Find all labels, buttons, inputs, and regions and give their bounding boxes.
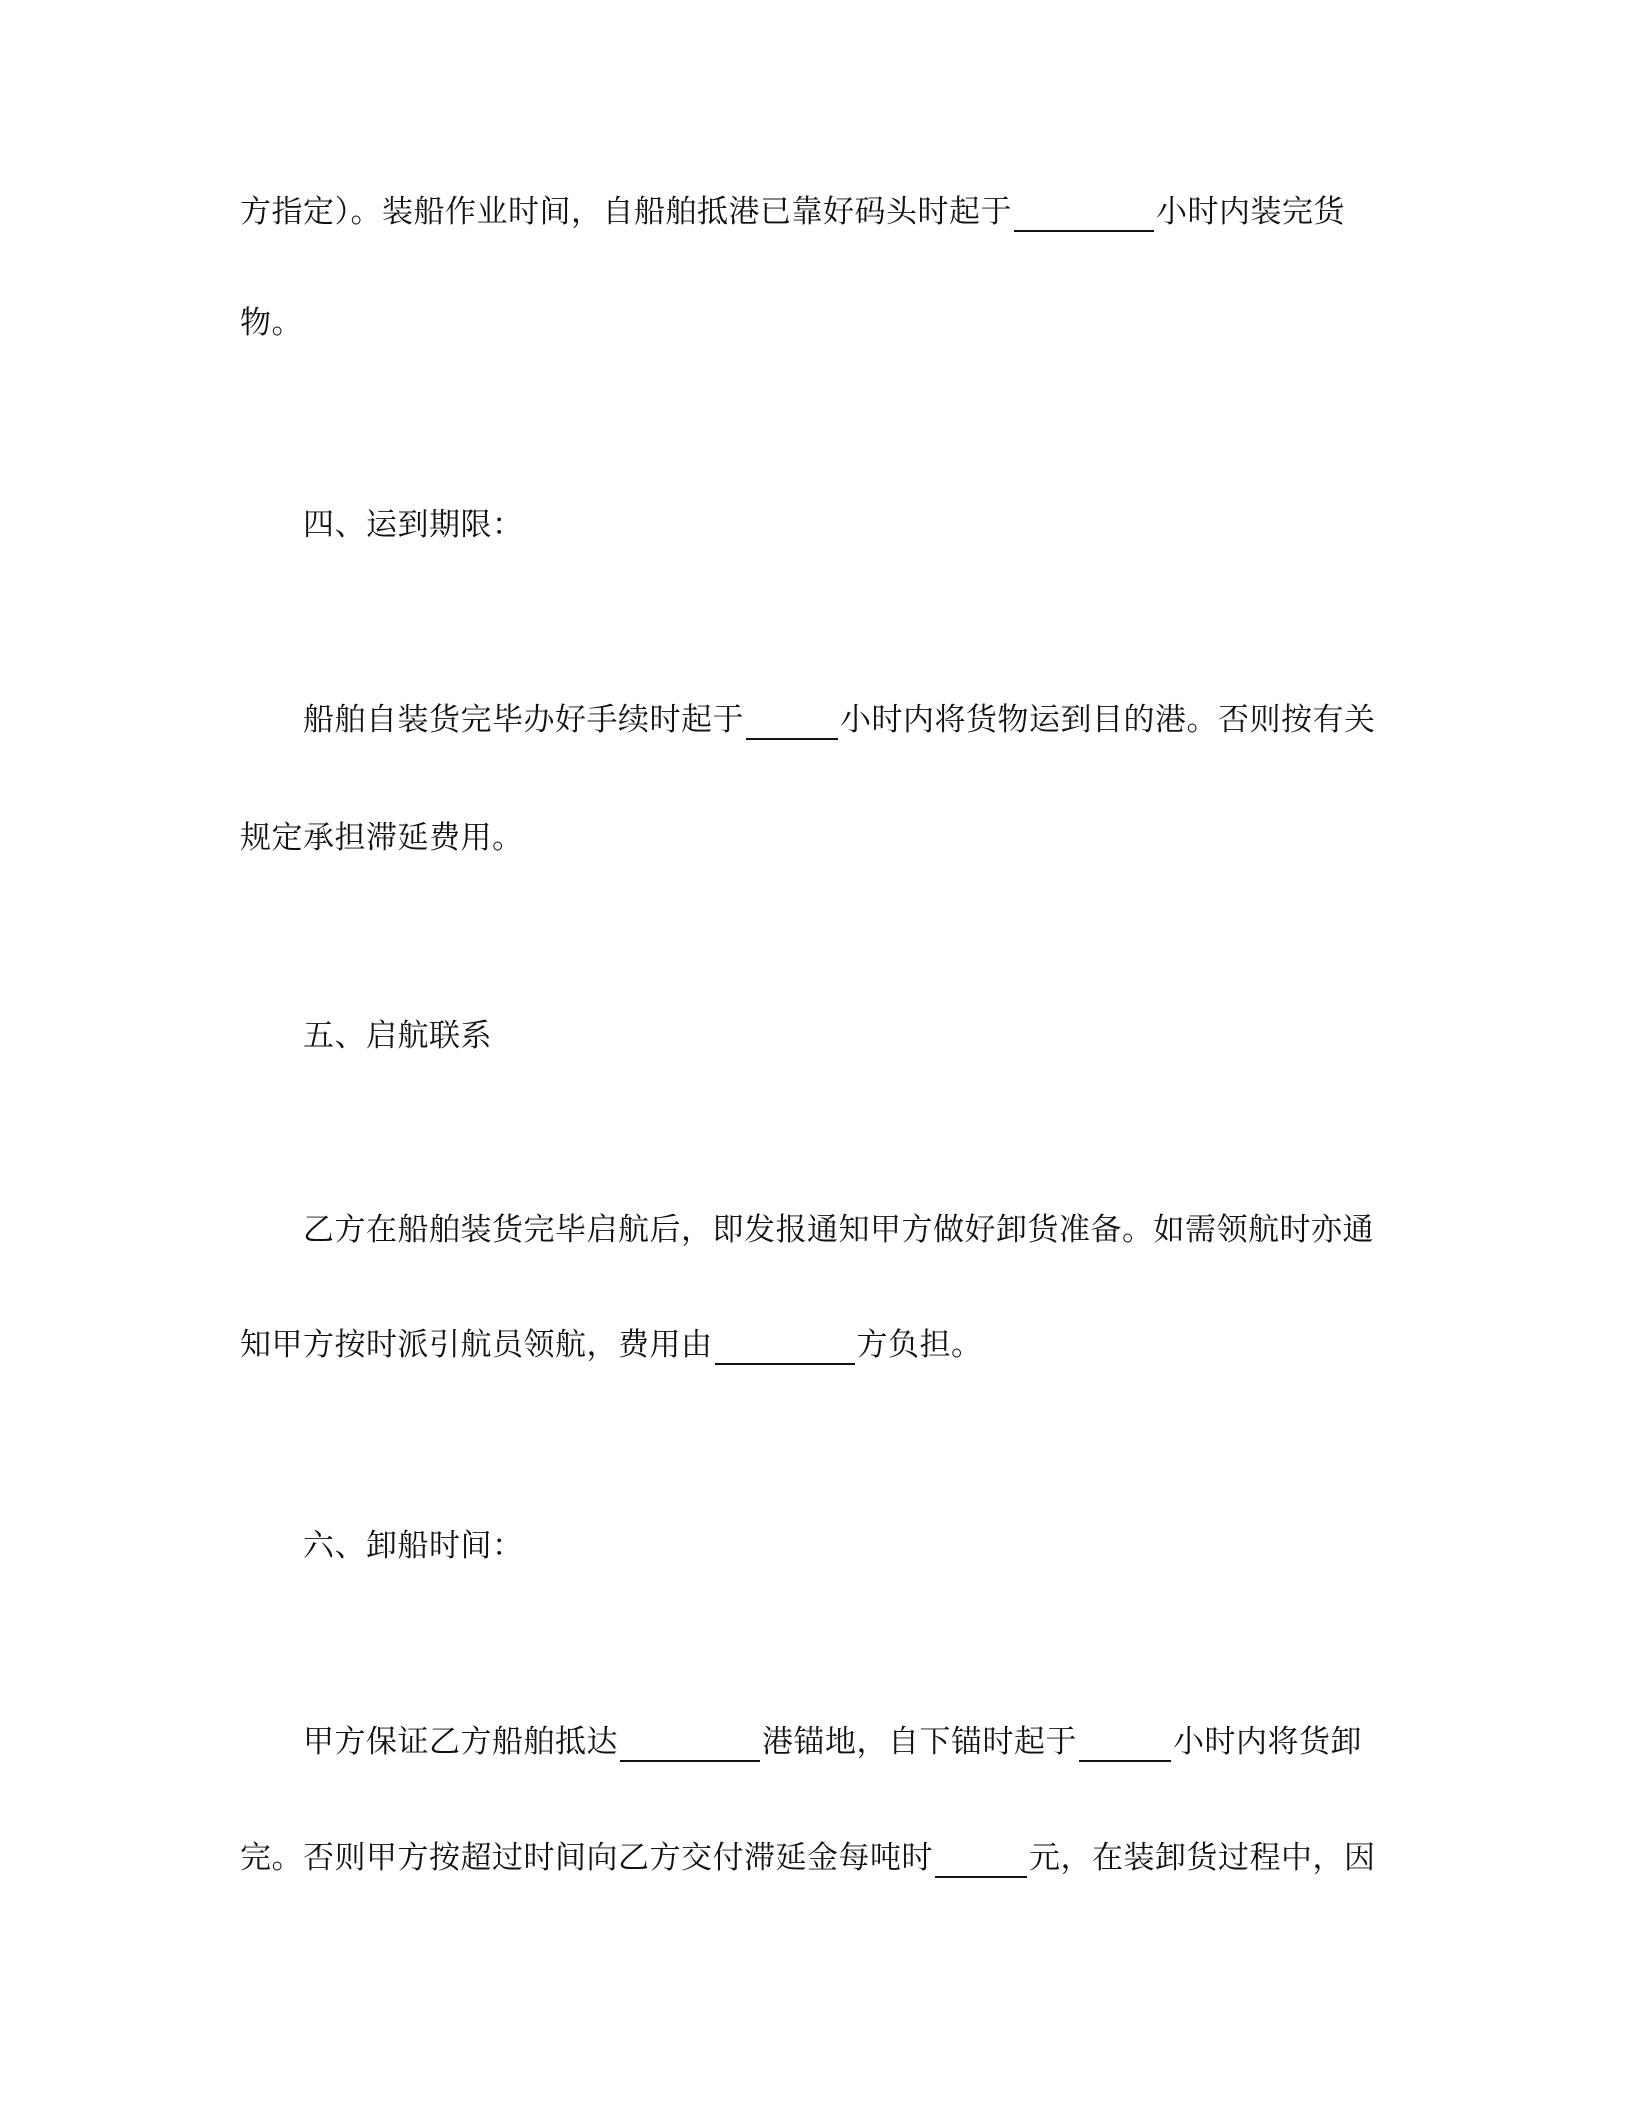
text-segment: 完。否则甲方按超过时间向乙方交付滞延金每吨时 <box>240 1840 933 1876</box>
paragraph-line <box>303 700 1376 740</box>
paragraph-line <box>303 1210 1374 1250</box>
text-segment: 乙方在船舶装货完毕启航后，即发报通知甲方做好卸货准备。如需领航时亦通 <box>303 1212 1374 1248</box>
section-heading <box>303 1016 492 1056</box>
text-segment: 小时内将货卸 <box>1173 1724 1362 1760</box>
text-segment: 物。 <box>240 305 303 341</box>
text-segment: 船舶自装货完毕办好手续时起于 <box>303 702 744 738</box>
fill-in-blank <box>1079 1726 1171 1762</box>
fill-in-blank <box>620 1726 760 1762</box>
paragraph-line <box>240 818 524 858</box>
text-segment: 小时内装完货 <box>1156 194 1345 230</box>
text-segment: 六、卸船时间： <box>303 1528 524 1564</box>
paragraph-line <box>240 1838 1376 1878</box>
text-segment: 甲方保证乙方船舶抵达 <box>303 1724 618 1760</box>
text-segment: 元，在装卸货过程中，因 <box>1029 1840 1376 1876</box>
text-segment: 小时内将货物运到目的港。否则按有关 <box>840 702 1376 738</box>
fill-in-blank <box>715 1329 855 1365</box>
text-segment: 方指定）。装船作业时间，自船舶抵港已靠好码头时起于 <box>240 194 1012 230</box>
text-segment: 规定承担滞延费用。 <box>240 820 524 856</box>
fill-in-blank <box>935 1842 1027 1878</box>
section-heading <box>303 505 524 545</box>
section-heading <box>303 1526 524 1566</box>
text-segment: 四、运到期限： <box>303 507 524 543</box>
fill-in-blank <box>1014 196 1154 232</box>
paragraph-line <box>240 303 303 343</box>
paragraph-line <box>303 1722 1362 1762</box>
paragraph-line <box>240 1325 983 1365</box>
text-segment: 知甲方按时派引航员领航，费用由 <box>240 1327 713 1363</box>
text-segment: 方负担。 <box>856 1327 983 1363</box>
text-segment: 五、启航联系 <box>303 1018 492 1054</box>
text-segment: 港锚地，自下锚时起于 <box>762 1724 1077 1760</box>
fill-in-blank <box>746 704 838 740</box>
paragraph-line <box>240 192 1345 232</box>
